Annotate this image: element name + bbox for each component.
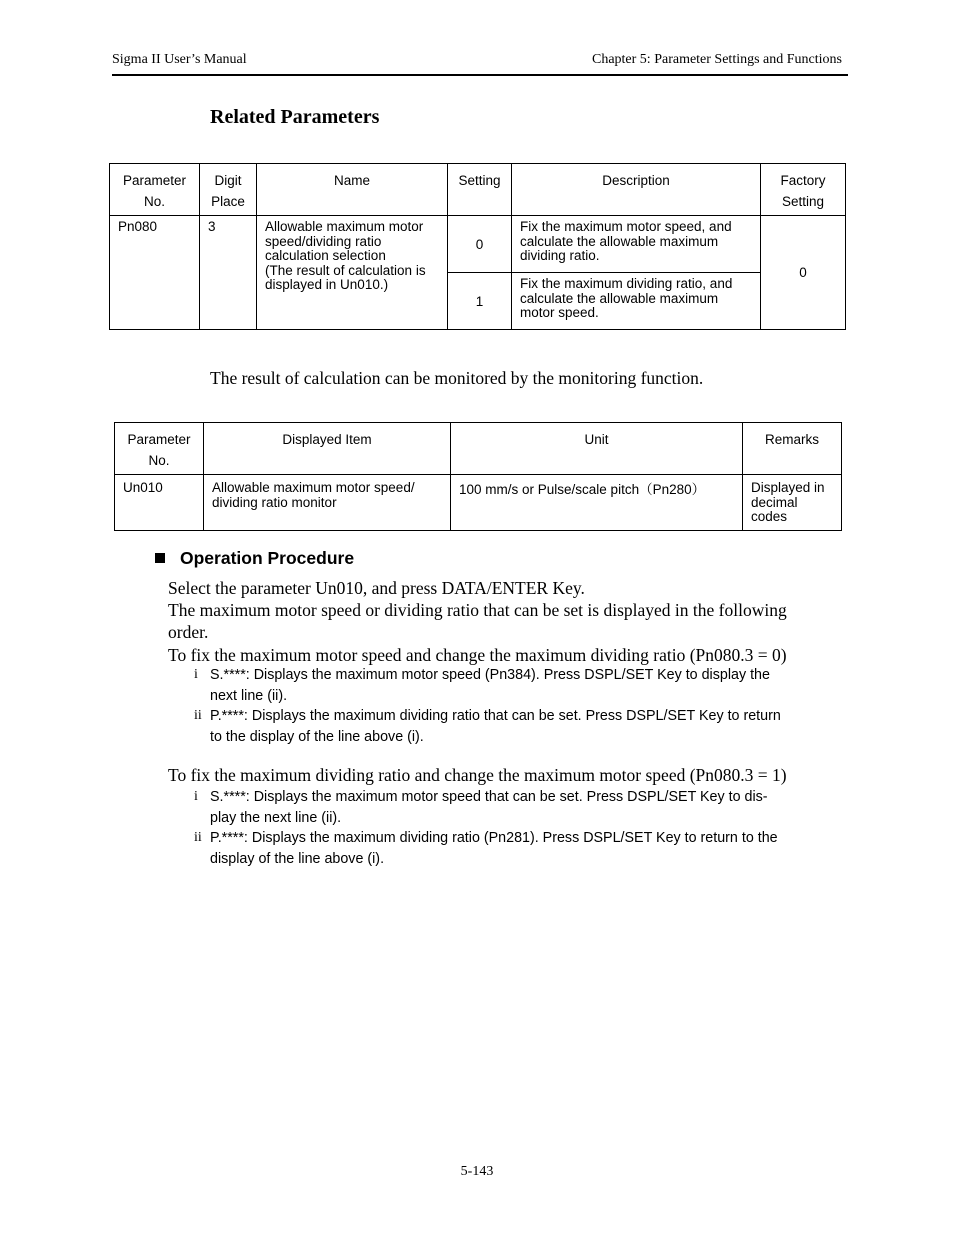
col-digit-place: Digit Place <box>200 164 257 216</box>
related-parameters-heading: Related Parameters <box>210 106 380 128</box>
operation-paragraph-4: To fix the maximum dividing ratio and change the maximum motor speed (Pn080.3 = 1) <box>168 765 787 785</box>
list-item: i S.****: Displays the maximum motor speed (Pn384). Press DSPL/SET Key to display the next line (ii). <box>194 667 770 704</box>
header-left: Sigma II User’s Manual <box>112 52 247 67</box>
col-unit: Unit <box>451 423 743 475</box>
col-remarks: Remarks <box>743 423 842 475</box>
col-displayed-item: Displayed Item <box>204 423 451 475</box>
cell-param-no: Un010 <box>115 475 204 531</box>
cell-description-1: Fix the maximum dividing ratio, and calculate the allowable maximum motor speed. <box>512 273 761 330</box>
list-item: ii P.****: Displays the maximum dividing ratio that can be set. Press DSPL/SET Key to return to the display of the line above (i). <box>194 708 781 745</box>
list-item: ii P.****: Displays the maximum dividing ratio (Pn281). Press DSPL/SET Key to return to the display of the line above (i). <box>194 830 778 867</box>
cell-param-no: Pn080 <box>110 216 200 330</box>
operation-paragraph-1: Select the parameter Un010, and press DATA/ENTER Key. <box>168 578 585 598</box>
table-header-row <box>110 164 846 216</box>
col-name: Name <box>257 164 448 216</box>
cell-description-0: Fix the maximum motor speed, and calculate the allowable maximum dividing ratio. <box>512 216 761 273</box>
related-parameters-table <box>109 163 846 330</box>
operation-paragraph-3: To fix the maximum motor speed and change the maximum dividing ratio (Pn080.3 = 0) <box>168 645 787 665</box>
cell-digit: 3 <box>200 216 257 330</box>
table-row <box>115 475 842 531</box>
list-item: i S.****: Displays the maximum motor speed that can be set. Press DSPL/SET Key to dis- play the next line (ii). <box>194 789 768 826</box>
operation-paragraph-2: The maximum motor speed or dividing ratio that can be set is displayed in the following order. <box>168 600 787 642</box>
col-parameter-no: Parameter No. <box>110 164 200 216</box>
monitor-table <box>114 422 842 531</box>
cell-displayed-item: Allowable maximum motor speed/ dividing ratio monitor <box>204 475 451 531</box>
square-bullet-icon <box>155 553 165 563</box>
col-description: Description <box>512 164 761 216</box>
operation-procedure-heading: Operation Procedure <box>155 548 354 569</box>
header-rule <box>112 74 848 76</box>
cell-unit: 100 mm/s or Pulse/scale pitch（Pn280） <box>451 475 743 531</box>
header-right: Chapter 5: Parameter Settings and Functions <box>591 52 842 67</box>
cell-setting-0: 0 <box>448 216 512 273</box>
cell-remarks: Displayed in decimal codes <box>743 475 842 531</box>
cell-factory-setting: 0 <box>761 216 846 330</box>
result-text: The result of calculation can be monitored by the monitoring function. <box>210 368 704 388</box>
table-row <box>110 216 846 273</box>
page-number: 5-143 <box>460 1164 494 1179</box>
col-factory-setting: Factory Setting <box>761 164 846 216</box>
cell-name: Allowable maximum motor speed/dividing ratio calculation selection (The result of calculation is displayed in Un010.) <box>257 216 448 330</box>
col-parameter-no: Parameter No. <box>115 423 204 475</box>
table-header-row <box>115 423 842 475</box>
cell-setting-1: 1 <box>448 273 512 330</box>
col-setting: Setting <box>448 164 512 216</box>
